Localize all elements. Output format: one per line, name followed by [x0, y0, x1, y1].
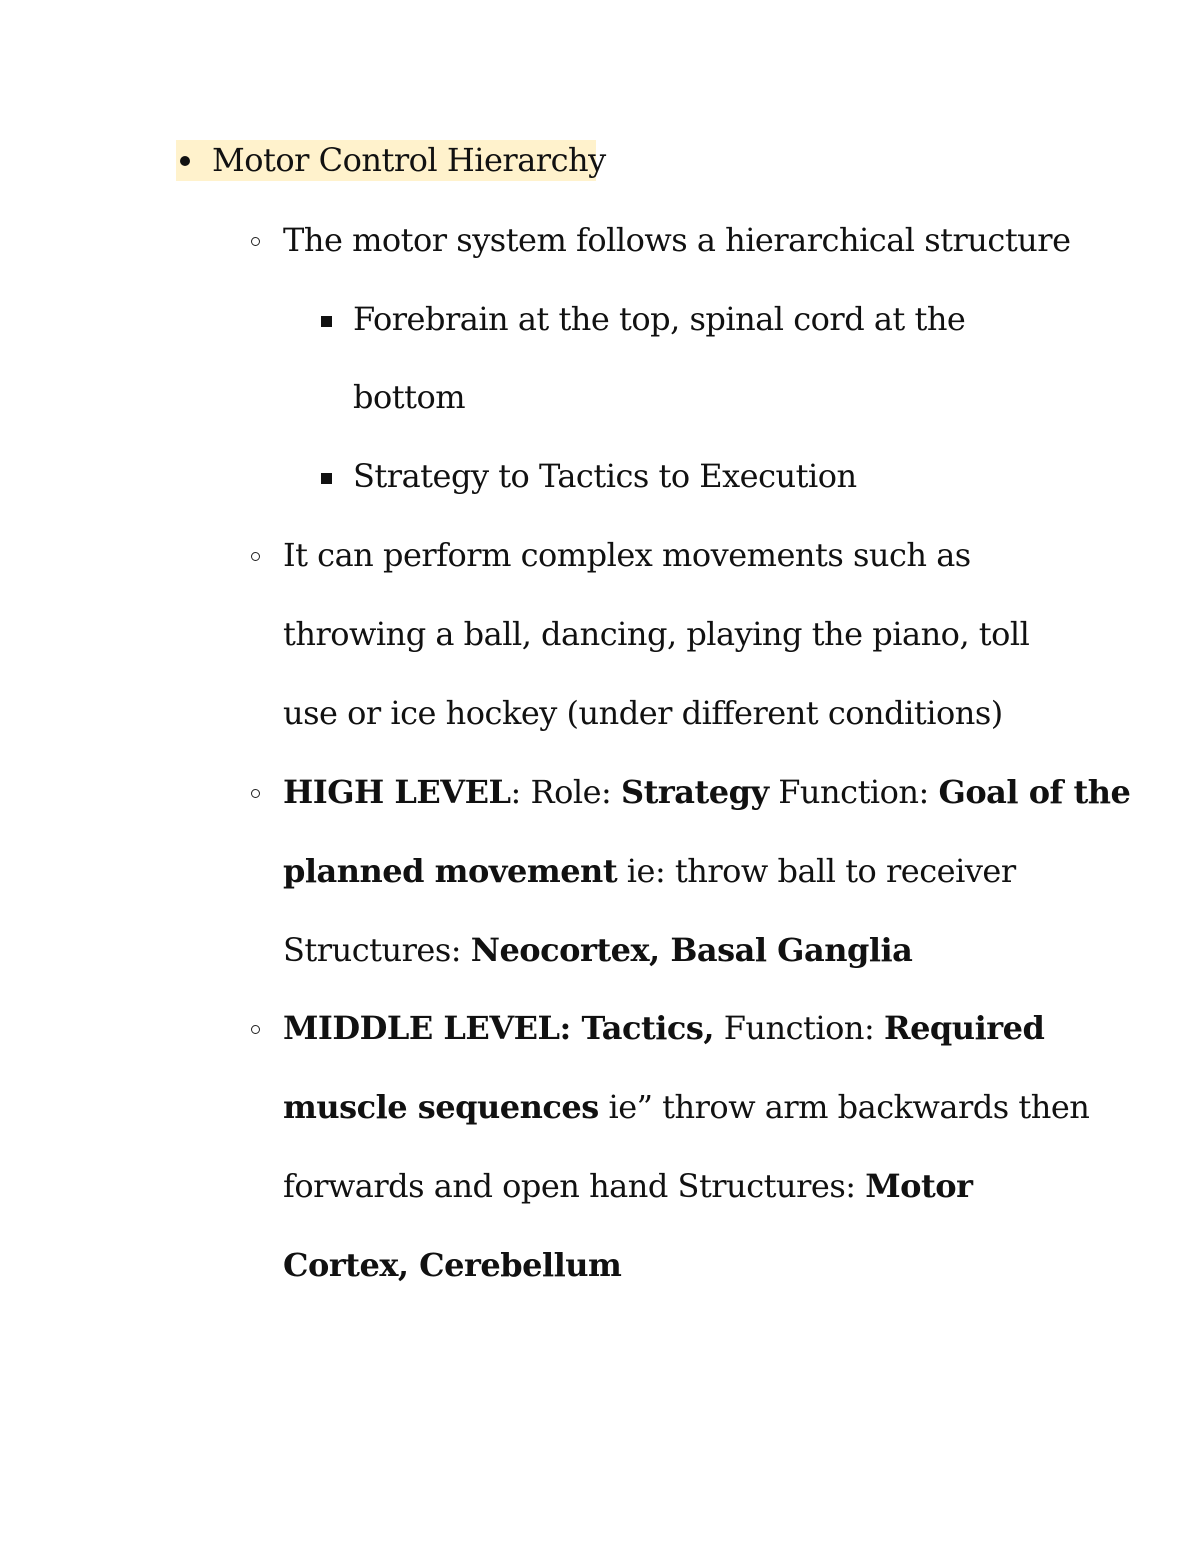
function-value: muscle sequences	[283, 1088, 599, 1126]
function-label: Function:	[714, 1009, 884, 1047]
list-item: The motor system follows a hierarchical structure	[283, 221, 1071, 259]
list-item: Strategy to Tactics to Execution	[353, 457, 857, 495]
list-item: Forebrain at the top, spinal cord at the	[353, 300, 966, 338]
bullet-circle	[251, 1025, 260, 1034]
bullet-disc	[180, 156, 190, 166]
structures-label: Structures:	[283, 931, 471, 969]
high-level-line-2	[283, 851, 1016, 891]
high-level-line-1	[283, 772, 1130, 812]
bullet-square	[321, 316, 332, 327]
list-item-continuation: bottom	[353, 378, 466, 416]
list-item-continuation: use or ice hockey (under different conditions)	[283, 694, 1003, 732]
high-level-label: HIGH LEVEL	[283, 773, 511, 811]
structures-text: forwards and open hand Structures:	[283, 1167, 866, 1205]
example-text: ie: throw ball to receiver	[617, 852, 1016, 890]
bullet-circle	[251, 789, 260, 798]
structures-value: Cortex, Cerebellum	[283, 1246, 622, 1284]
role-label: : Role:	[510, 773, 621, 811]
function-value: Goal of the	[938, 773, 1131, 811]
role-value: Strategy	[620, 773, 769, 811]
bullet-square	[321, 473, 332, 484]
bullet-circle	[251, 237, 260, 246]
middle-level-line-4	[283, 1245, 621, 1285]
middle-level-line-2	[283, 1087, 1089, 1127]
list-item-continuation: throwing a ball, dancing, playing the piano, toll	[283, 615, 1030, 653]
structures-value: Neocortex, Basal Ganglia	[470, 931, 913, 969]
structures-value: Motor	[865, 1167, 973, 1205]
high-level-line-3	[283, 930, 912, 970]
list-item: It can perform complex movements such as	[283, 536, 971, 574]
heading-motor-control-hierarchy: Motor Control Hierarchy	[212, 141, 606, 179]
example-text: ie” throw arm backwards then	[598, 1088, 1090, 1126]
middle-level-label: MIDDLE LEVEL: Tactics,	[283, 1009, 715, 1047]
function-label: Function:	[768, 773, 939, 811]
bullet-circle	[251, 552, 260, 561]
function-value: planned movement	[283, 852, 618, 890]
middle-level-line-3	[283, 1166, 972, 1206]
middle-level-line-1	[283, 1008, 1044, 1048]
function-value: Required	[883, 1009, 1045, 1047]
